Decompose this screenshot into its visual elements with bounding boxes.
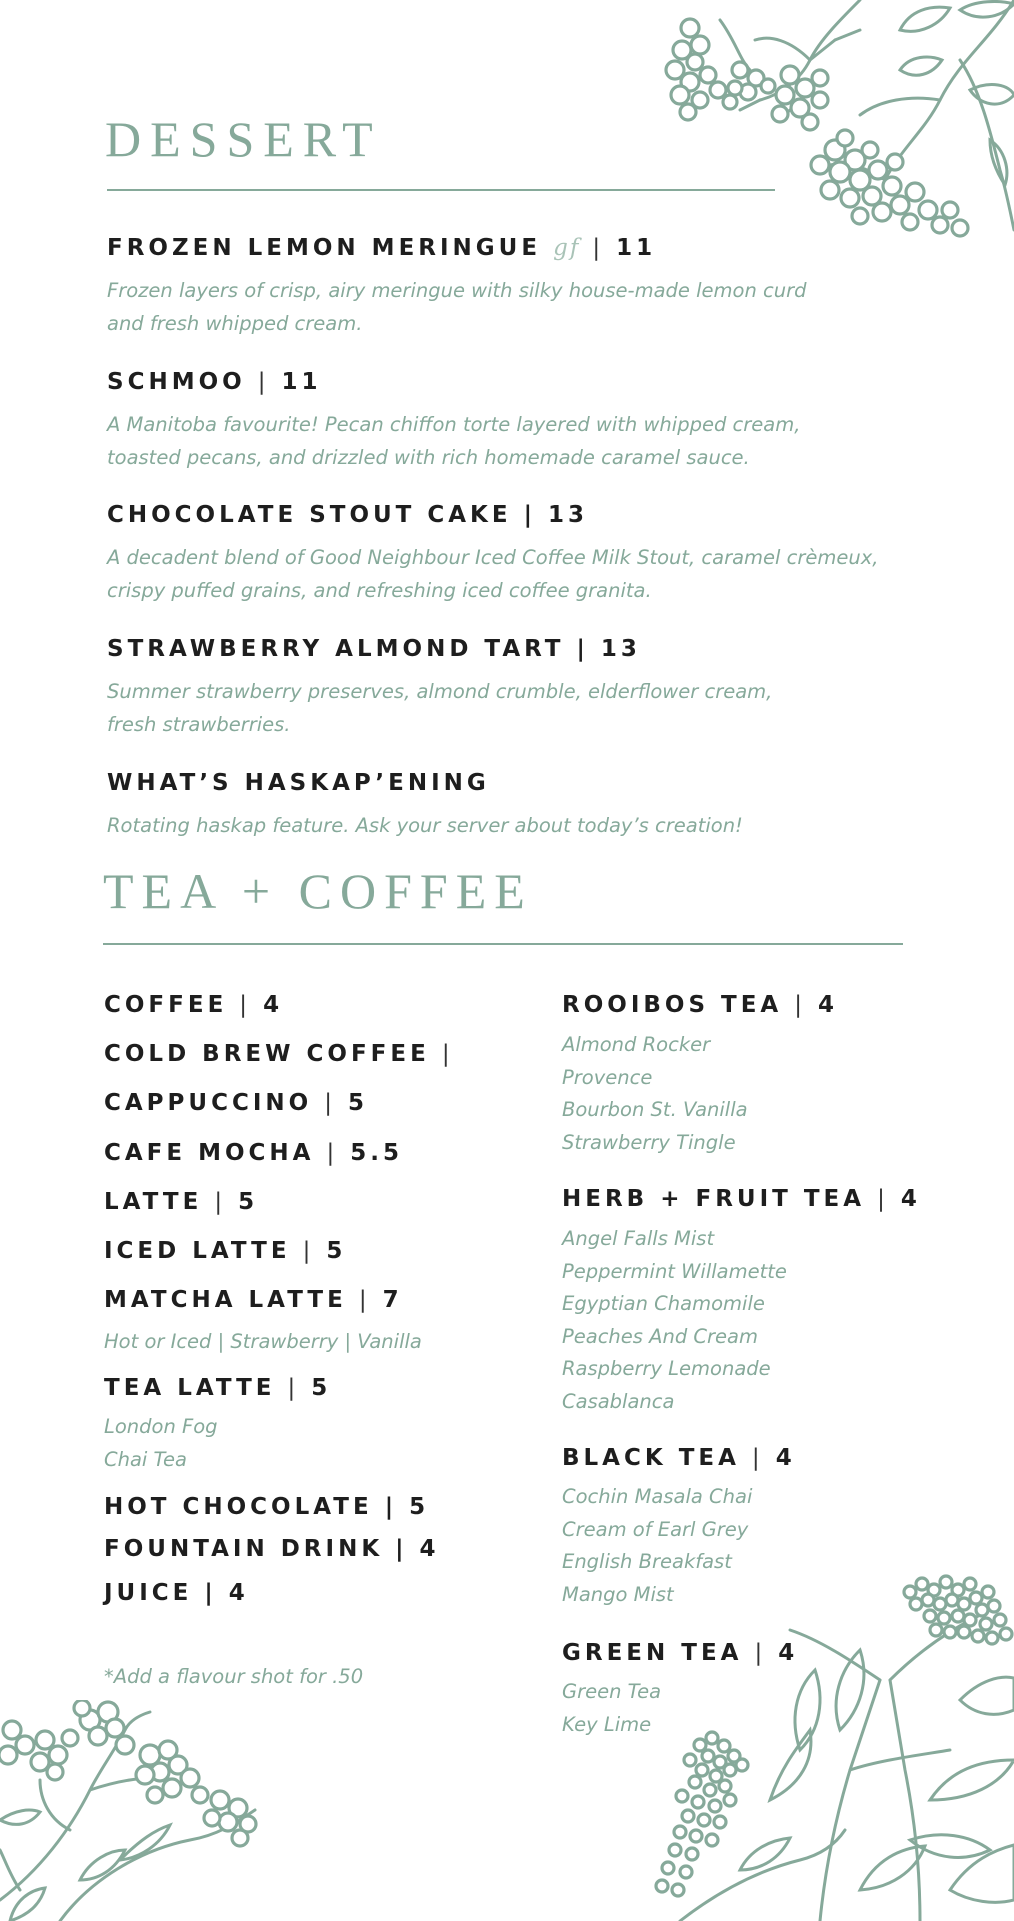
item-description: A Manitoba favourite! Pecan chiffon torte layered with whipped cream, toasted pecans, and drizzled with rich homemade caramel sauce. — [107, 413, 801, 469]
menu-item-herb-fruit-tea: HERB + FRUIT TEA | 4 — [562, 1186, 921, 1212]
item-price: 11 — [281, 369, 322, 395]
botanical-illustration-bottom-right — [620, 1570, 1014, 1921]
menu-item-juice: JUICE | 4 — [104, 1580, 249, 1606]
tea-latte-options — [104, 1411, 218, 1476]
tea-coffee-heading: TEA + COFFEE — [103, 863, 533, 919]
list-item: Peppermint Willamette — [562, 1259, 787, 1283]
flavour-shot-note: *Add a flavour shot for .50 — [104, 1665, 364, 1688]
dessert-item-title: CHOCOLATE STOUT CAKE | 13 — [107, 502, 589, 528]
rooibos-flavours — [562, 1029, 748, 1159]
menu-item-hot-chocolate: HOT CHOCOLATE | 5 — [104, 1494, 430, 1520]
matcha-options: Hot or Iced | Strawberry | Vanilla — [104, 1330, 422, 1353]
botanical-illustration-top-right — [660, 0, 1014, 260]
menu-item-coffee: COFFEE | 4 — [104, 992, 284, 1018]
list-item: Green Tea — [562, 1680, 662, 1703]
menu-item-black-tea: BLACK TEA | 4 — [562, 1445, 796, 1471]
dessert-heading: DESSERT — [105, 111, 382, 167]
menu-item-cafe-mocha: CAFE MOCHA | 5.5 — [104, 1140, 404, 1166]
item-description: Summer strawberry preserves, almond crumble, elderflower cream, fresh strawberries. — [107, 680, 773, 736]
list-item: Cochin Masala Chai — [562, 1485, 753, 1508]
list-item: Bourbon St. Vanilla — [562, 1098, 748, 1121]
tea-coffee-divider — [103, 943, 903, 945]
botanical-illustration-bottom-left — [0, 1700, 280, 1921]
menu-item-fountain-drink: FOUNTAIN DRINK | 4 — [104, 1536, 440, 1562]
item-name: SCHMOO — [107, 369, 246, 395]
separator: | — [257, 369, 270, 395]
dessert-item-title: WHAT’S HASKAP’ENING — [107, 770, 490, 796]
list-item: Key Lime — [562, 1712, 652, 1736]
item-description: Frozen layers of crisp, airy meringue with silky house-made lemon curd and fresh whipped cream. — [107, 279, 807, 335]
menu-item-cappuccino: CAPPUCCINO | 5 — [104, 1090, 368, 1116]
list-item: Strawberry Tingle — [562, 1130, 736, 1154]
separator: | — [592, 235, 605, 261]
list-item: Peaches And Cream — [562, 1324, 758, 1348]
menu-item-green-tea: GREEN TEA | 4 — [562, 1640, 799, 1666]
menu-item-cold-brew: COLD BREW COFFEE | — [104, 1041, 454, 1067]
list-item: Chai Tea — [104, 1447, 187, 1471]
gluten-free-badge: gf — [553, 235, 581, 261]
list-item: Angel Falls Mist — [562, 1227, 715, 1250]
list-item: Provence — [562, 1065, 653, 1089]
herb-fruit-flavours — [562, 1223, 787, 1418]
list-item: Egyptian Chamomile — [562, 1292, 765, 1315]
list-item: Raspberry Lemonade — [562, 1357, 771, 1380]
list-item: Cream of Earl Grey — [562, 1517, 749, 1541]
list-item: Casablanca — [562, 1389, 675, 1413]
dessert-divider — [107, 189, 775, 191]
black-tea-flavours — [562, 1481, 752, 1611]
dessert-item-title — [107, 235, 656, 261]
menu-item-rooibos-tea: ROOIBOS TEA | 4 — [562, 992, 839, 1018]
list-item: Almond Rocker — [562, 1033, 711, 1056]
dessert-item-title: STRAWBERRY ALMOND TART | 13 — [107, 636, 641, 662]
menu-item-iced-latte: ICED LATTE | 5 — [104, 1238, 347, 1264]
item-description: A decadent blend of Good Neighbour Iced Coffee Milk Stout, caramel crèmeux, crispy puffed grains, and refreshing iced coffee granita. — [107, 546, 879, 602]
green-tea-flavours — [562, 1676, 661, 1741]
item-name: FROZEN LEMON MERINGUE — [107, 235, 542, 261]
menu-item-latte: LATTE | 5 — [104, 1189, 259, 1215]
item-description: Rotating haskap feature. Ask your server about today’s creation! — [107, 814, 743, 837]
item-price: 11 — [616, 235, 657, 261]
list-item: English Breakfast — [562, 1550, 732, 1573]
menu-item-tea-latte: TEA LATTE | 5 — [104, 1375, 332, 1401]
menu-item-matcha-latte: MATCHA LATTE | 7 — [104, 1287, 403, 1313]
list-item: Mango Mist — [562, 1582, 674, 1606]
list-item: London Fog — [104, 1415, 218, 1438]
dessert-item-title — [107, 369, 321, 395]
